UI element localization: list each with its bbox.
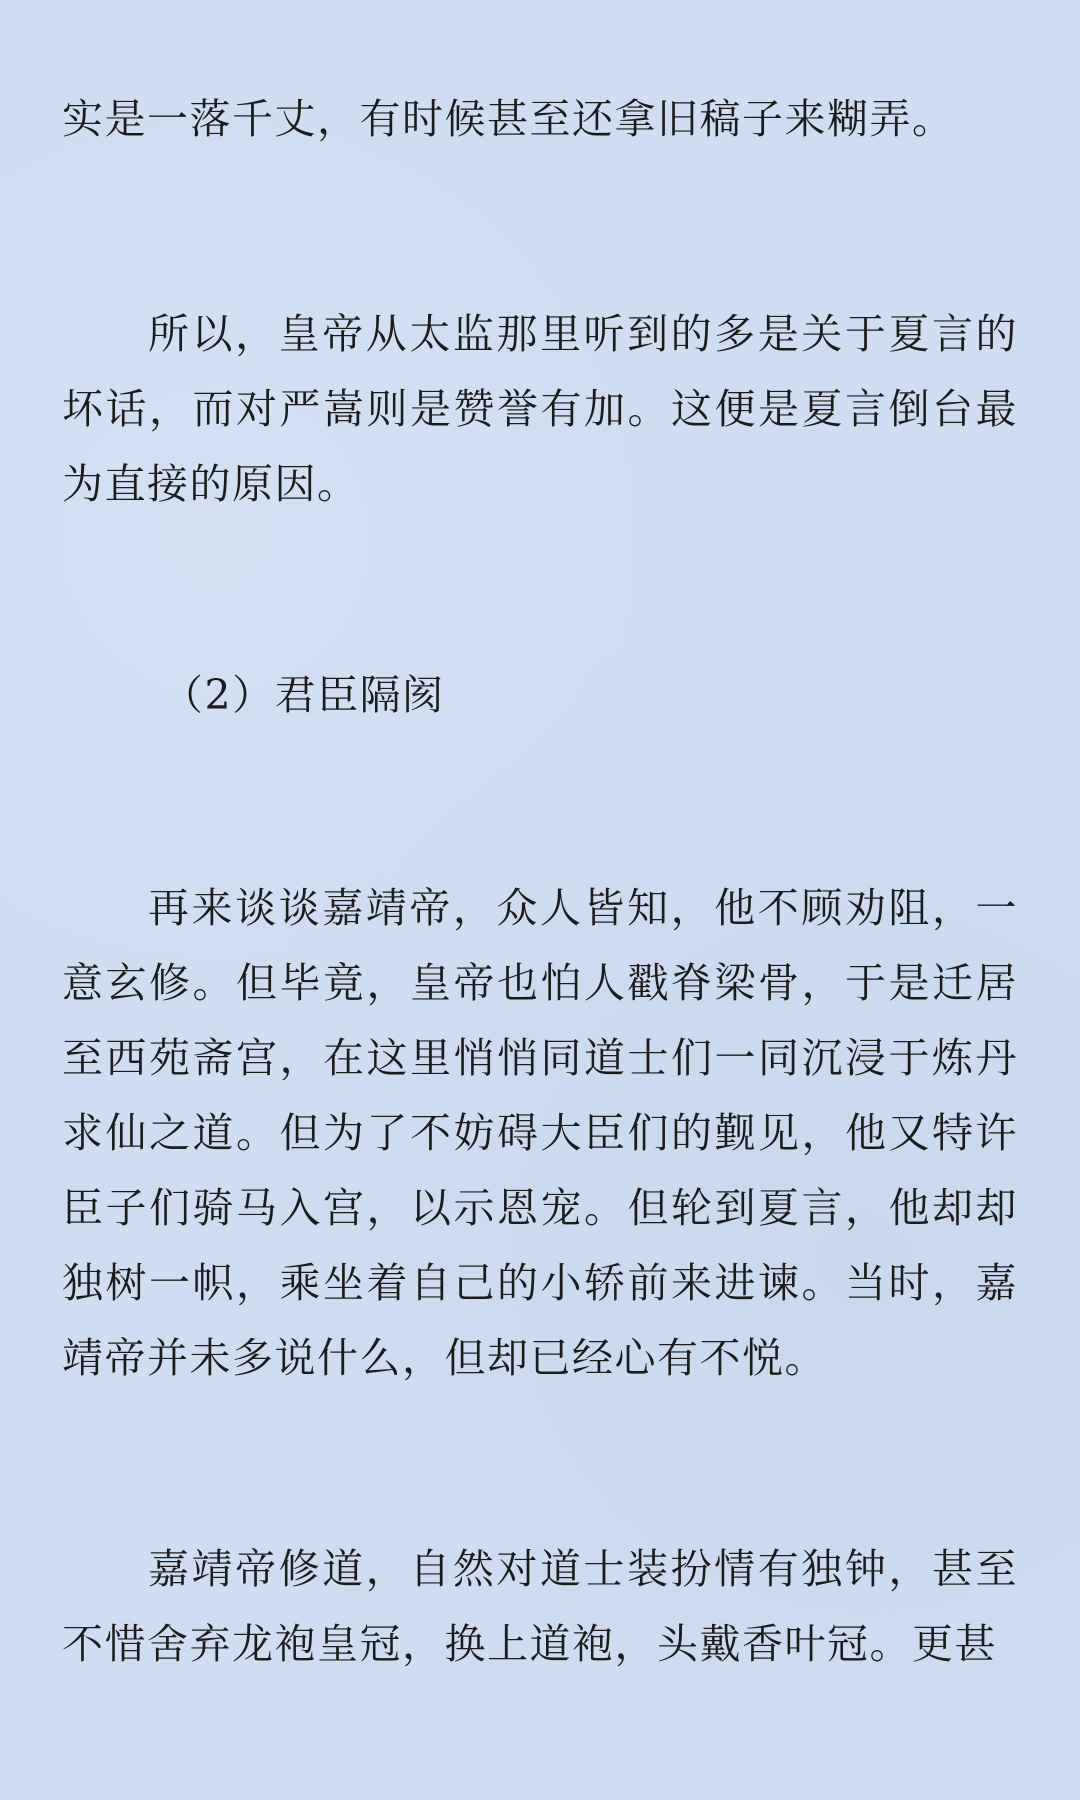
paragraph-4: 嘉靖帝修道，自然对道士装扮情有独钟，甚至不惜舍弃龙袍皇冠，换上道袍，头戴香叶冠。更甚 xyxy=(62,1545,1018,1668)
section-heading: （2）君臣隔阂 xyxy=(162,671,445,719)
paragraph-3: 再来谈谈嘉靖帝，众人皆知，他不顾劝阻，一意玄修。但毕竟，皇帝也怕人戳脊梁骨，于是迁居至西苑斋宫，在这里悄悄同道士们一同沉浸于炼丹求仙之道。但为了不妨碍大臣们的觐见，他又特许臣子们骑马入宫，以示恩宠。但轮到夏言，他却却独树一帜，乘坐着自己的小轿前来进谏。当时，嘉靖帝并未多说什么，但却已经心有不悦。 xyxy=(62,884,1018,1382)
paragraph-1: 实是一落千丈，有时候甚至还拿旧稿子来糊弄。 xyxy=(62,95,955,143)
paragraph-2: 所以，皇帝从太监那里听到的多是关于夏言的坏话，而对严嵩则是赞誉有加。这便是夏言倒台最为直接的原因。 xyxy=(62,310,1018,508)
